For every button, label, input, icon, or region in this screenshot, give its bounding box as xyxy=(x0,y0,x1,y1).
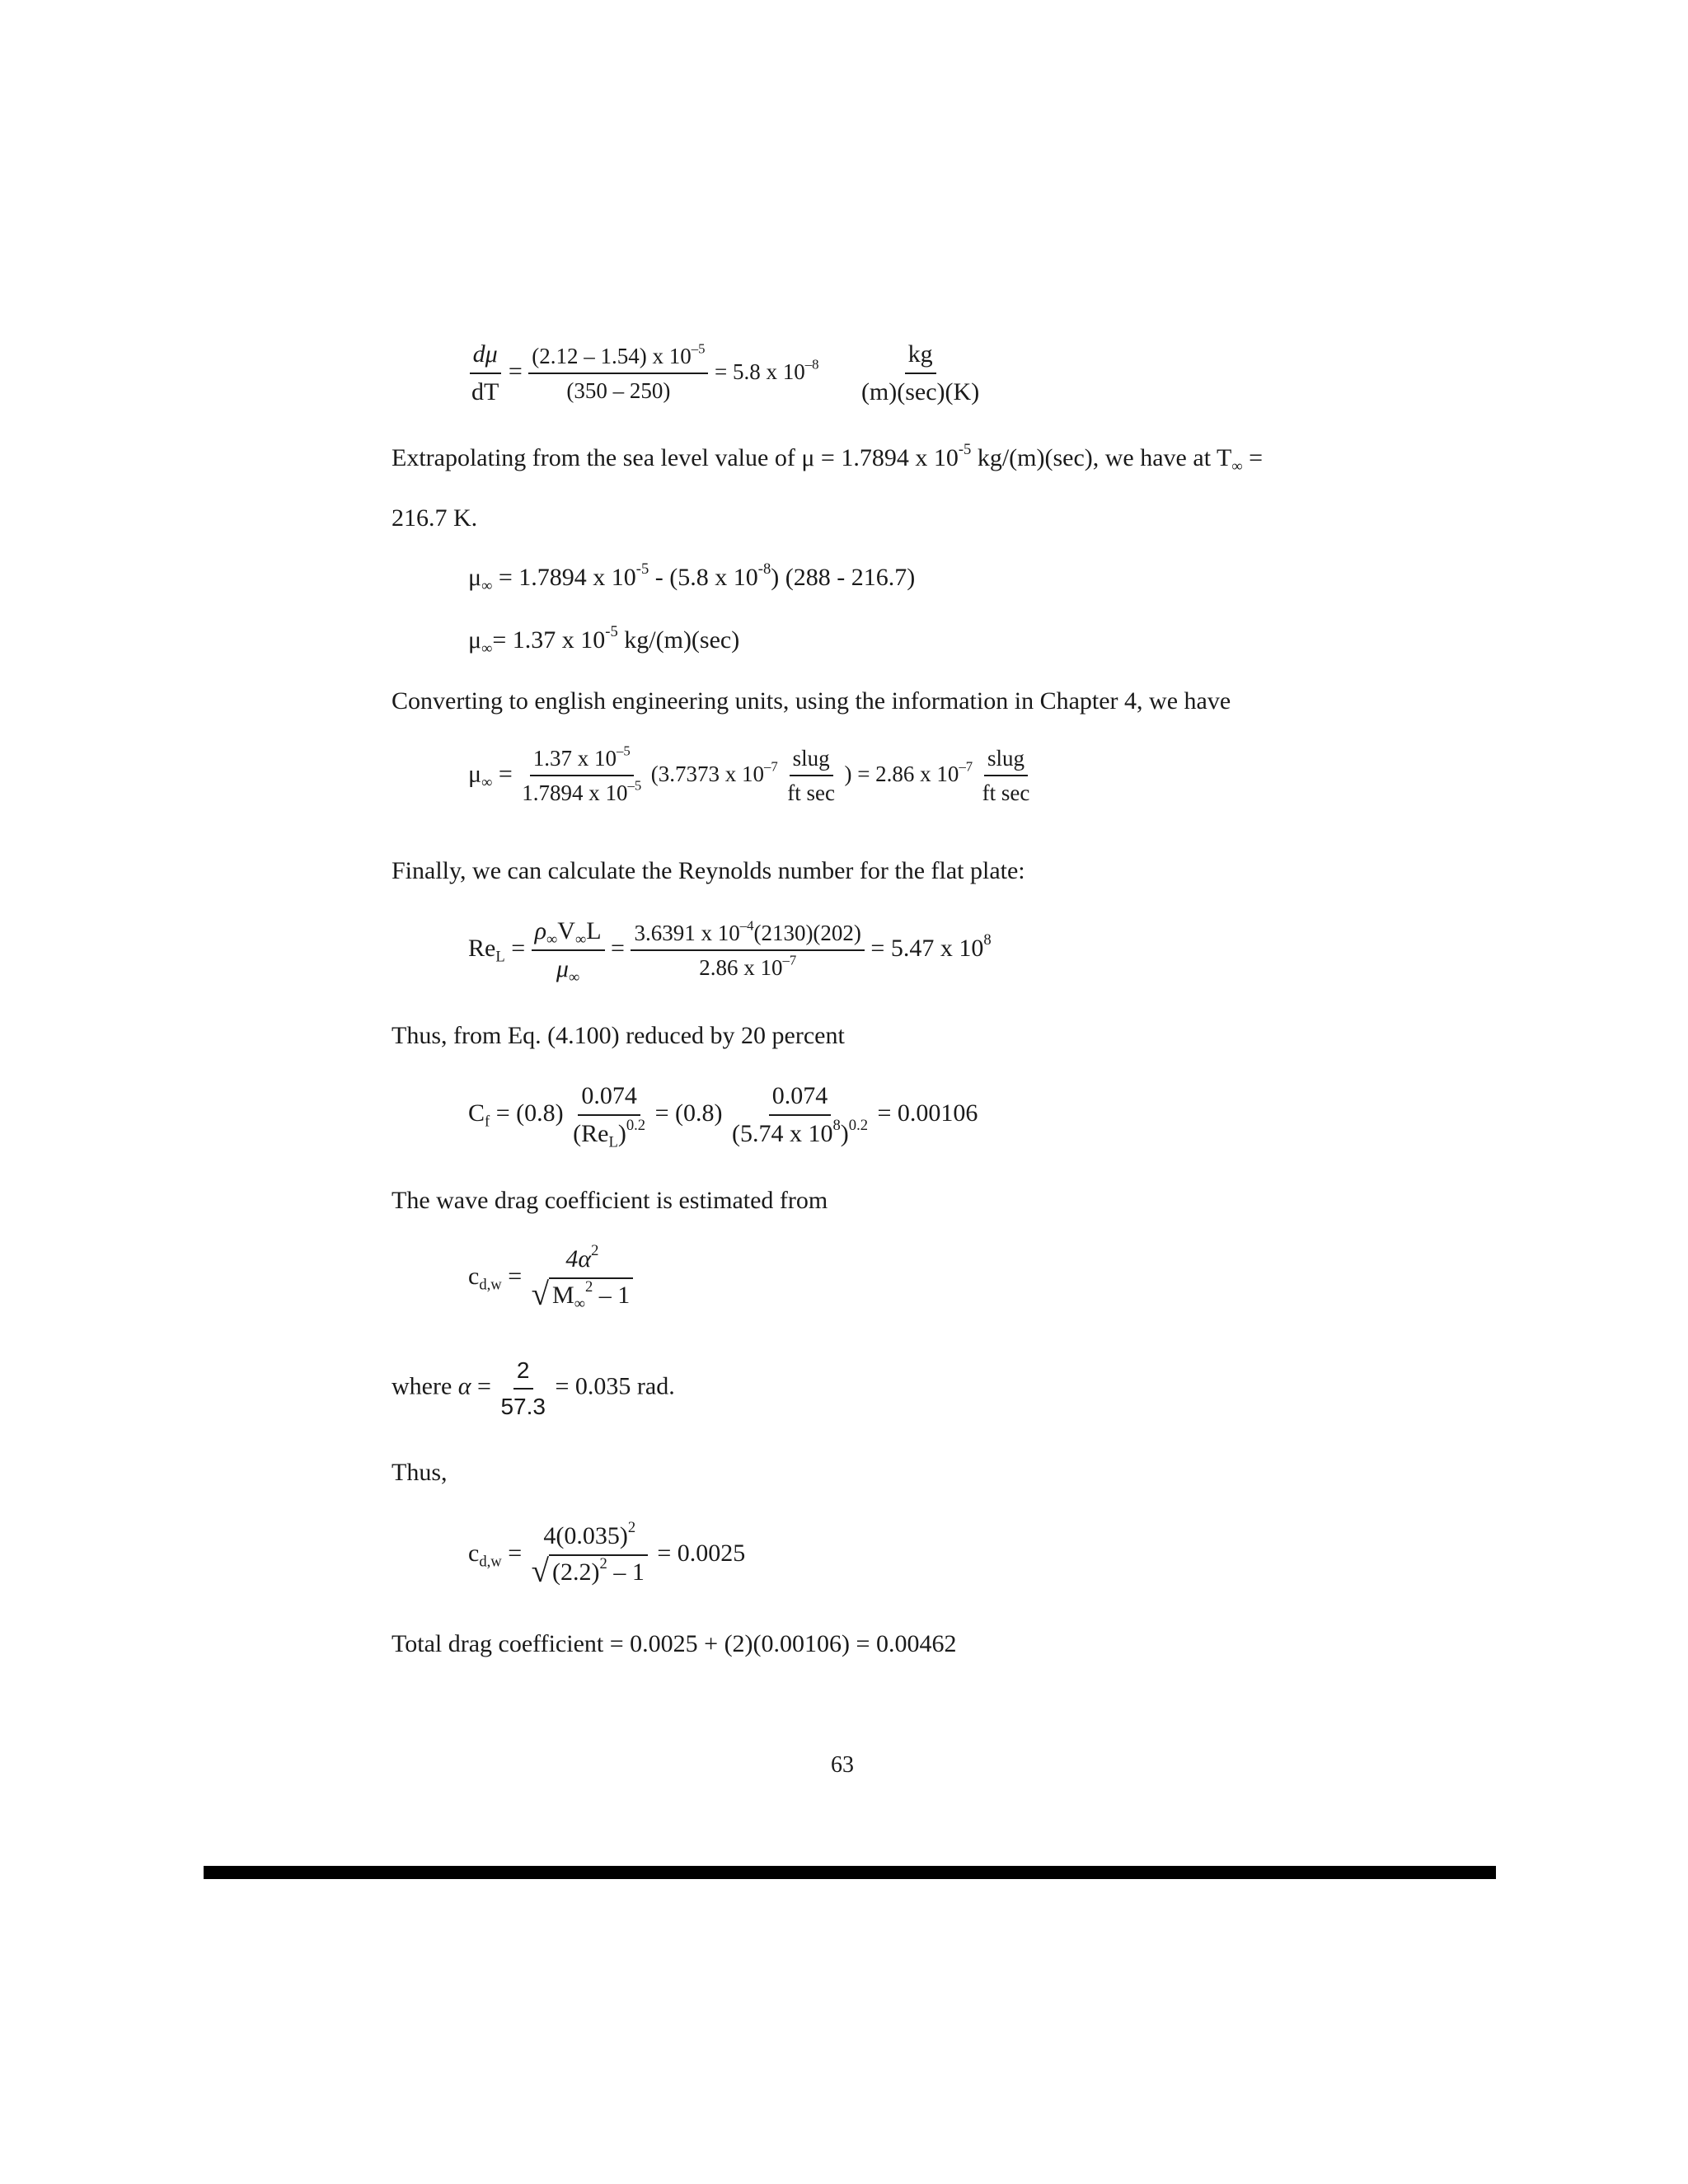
denominator xyxy=(528,1551,651,1589)
unit-fraction xyxy=(784,745,838,807)
numerator: (2.12 – 1.54) x $10^{-5}$ xyxy=(528,343,708,374)
equation-dmu-dt: $\frac{d\mu}{dT}$ = $\frac{(2.12 - 1.54) x 10^{-5}}{(350 - 250)}$ = 5.8 x $10^{-8}$ $\frac{kg}{(m)(\sec)(K)}$ xyxy=(468,340,982,407)
numerator: $4\alpha^2$ xyxy=(565,1242,599,1272)
fraction-reynolds-values xyxy=(631,917,864,982)
fraction-wave-drag xyxy=(528,1244,637,1312)
fraction-dmu-dt xyxy=(468,340,502,407)
equation-mu-inf-calc: $\mu_\infty = 1.7894$ x $10^{-5} - (5.8$ x $10^{-8}$) (288 - 216.7) xyxy=(468,560,916,595)
denominator: ft sec xyxy=(787,780,835,806)
denominator: $(Re_L)^{0.2}$ xyxy=(573,1117,646,1151)
page-number: 63 xyxy=(831,1752,854,1778)
fraction-reynolds-definition xyxy=(532,916,605,987)
equation-reynolds-number: $Re_L$ = $\frac{\rho_\infty V_\infty L}{\mu_\infty}$ = $\frac{3.6391 x 10^{-4}(2130)(202)}{2.86 x 10^{-7}}$ = 5.47 x $10^8$ xyxy=(468,917,992,987)
denominator: (5.74 x $10^8)^{0.2}$ xyxy=(731,1117,869,1147)
paragraph-total-drag: Total drag coefficient = 0.0025 + (2)(0.00106) = 0.00462 xyxy=(392,1630,957,1657)
fraction-cf-definition xyxy=(570,1081,649,1149)
unit-fraction-result xyxy=(979,745,1034,807)
equation-unit-conversion: $\mu_\infty$ = $\frac{1.37 x 10^{-5}}{1.7894 x 10^{-5}}$ (3.7373 x $10^{-7}$ $\frac{\text{slug}}{\text{ft sec}}$ ) = 2.86 x $10^{-7}$ $\frac{\text{slug}}{\text{ft sec}}$ xyxy=(468,745,1033,807)
denominator xyxy=(528,1274,637,1312)
unit-fraction xyxy=(858,340,982,407)
numerator: dμ xyxy=(470,340,501,374)
denominator: ft sec xyxy=(982,780,1030,806)
numerator: 0.074 xyxy=(769,1081,832,1116)
denominator: 1.7894 x $10^{-5}$ xyxy=(522,777,642,806)
denominator: 57.3 xyxy=(500,1393,546,1419)
numerator: 0.074 xyxy=(578,1081,640,1116)
numerator: $4(0.035)^2$ xyxy=(543,1519,636,1549)
equation-skin-friction: $C_f = (0.8)$ $\frac{0.074}{(Re_L)^{0.2}}$ = (0.8) $\frac{0.074}{(5.74 x 10^8)^{0.2}}$ = 0.00106 xyxy=(468,1082,978,1151)
equation-wave-drag-value: $c_{d,w}$ = $4(0.035)^2$ √ $(2.2)^2 - 1$ = 0.0025 xyxy=(468,1519,746,1589)
footer-rule xyxy=(204,1866,1496,1879)
denominator: (350 – 250) xyxy=(566,378,671,403)
denominator: dT xyxy=(471,378,499,405)
fraction-cf-values xyxy=(729,1081,871,1149)
paragraph-wave-drag: The wave drag coefficient is estimated from xyxy=(392,1187,828,1214)
paragraph-converting: Converting to english engineering units, using the information in Chapter 4, we have xyxy=(392,687,1231,715)
equation-alpha: where α = $\frac{2}{57.3}$ = 0.035 rad. xyxy=(392,1357,675,1419)
square-root: √ $(2.2)^2 - 1$ xyxy=(532,1554,648,1587)
numerator: slug xyxy=(790,745,833,776)
fraction-ratio xyxy=(518,745,645,807)
paragraph-reynolds-intro: Finally, we can calculate the Reynolds number for the flat plate: xyxy=(392,857,1025,884)
fraction-difference xyxy=(528,340,708,405)
paragraph-eq-reference: Thus, from Eq. (4.100) reduced by 20 percent xyxy=(392,1022,845,1049)
fraction-alpha xyxy=(497,1357,549,1420)
numerator: kg xyxy=(905,340,936,374)
numerator: $\rho_\infty V_\infty L$ xyxy=(532,916,605,951)
equation-mu-inf-result: $\mu_\infty= 1.37$ x $10^{-5}$ kg/(m)(sec) xyxy=(468,623,740,658)
paragraph-temperature: 216.7 K. xyxy=(392,504,478,532)
numerator: 1.37 x $10^{-5}$ xyxy=(530,745,634,776)
paragraph-extrapolating: Extrapolating from the sea level value of μ = 1.7894 x $10^{-5}$ kg/(m)(sec), we have at $T_\infty$ = xyxy=(392,441,1263,476)
paragraph-thus: Thus, xyxy=(392,1459,448,1486)
fraction-wave-drag-value xyxy=(528,1521,651,1589)
square-root: √ $M_\infty^2 - 1$ xyxy=(532,1277,634,1310)
denominator: $\mu_\infty$ xyxy=(556,955,580,987)
equation-wave-drag-formula: $c_{d,w}$ = $4\alpha^2$ √ $M_\infty^2 - 1$ xyxy=(468,1244,636,1312)
denominator: 2.86 x $10^{-7}$ xyxy=(699,952,797,980)
numerator: 2 xyxy=(513,1357,533,1390)
denominator: (m)(sec)(K) xyxy=(860,378,980,405)
value: = 5.8 x $10^{-8}$ xyxy=(714,356,819,384)
numerator: 3.6391 x $10^{-4}(2130)(202)$ xyxy=(631,920,864,951)
numerator: slug xyxy=(984,745,1028,776)
